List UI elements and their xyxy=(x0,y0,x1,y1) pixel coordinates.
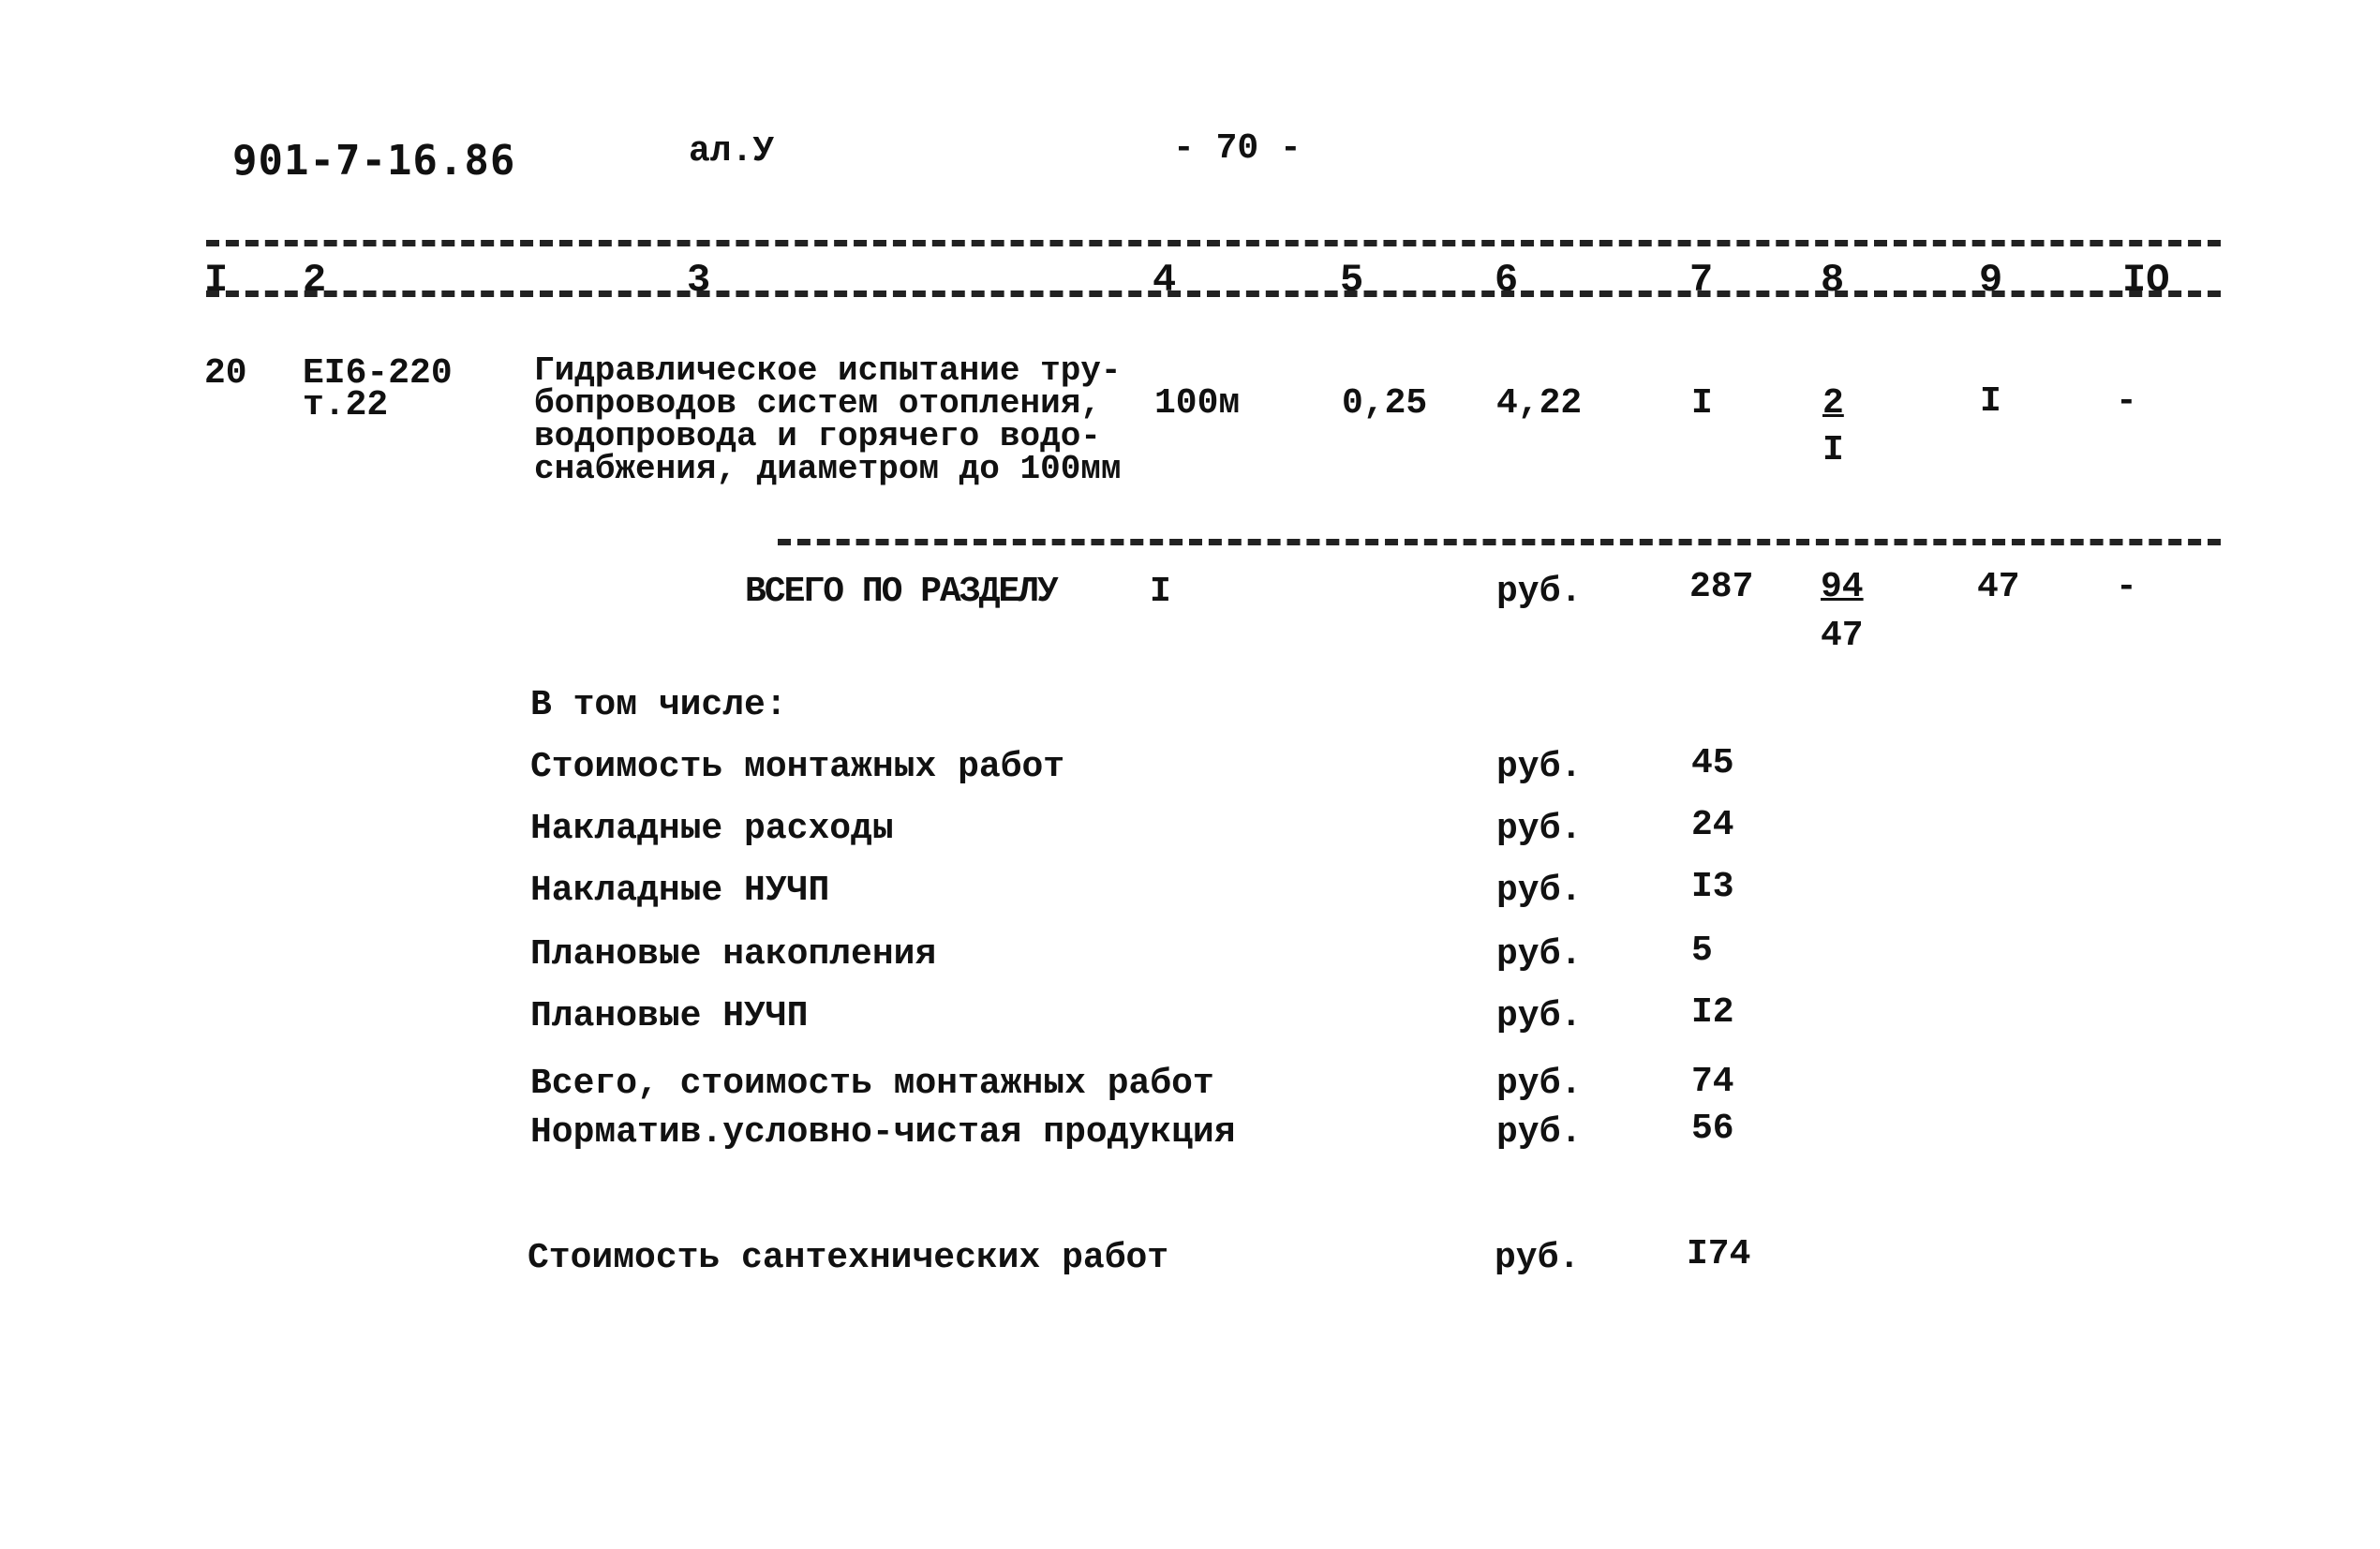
breakdown-value: I2 xyxy=(1691,992,1734,1033)
breakdown-unit: руб. xyxy=(1496,934,1583,975)
breakdown-unit: руб. xyxy=(1496,1112,1583,1153)
breakdown-value: 45 xyxy=(1691,743,1734,783)
breakdown-unit: руб. xyxy=(1496,809,1583,849)
total-label: ВСЕГО ПО РАЗДЕЛУ xyxy=(745,572,1057,612)
total-col9: 47 xyxy=(1977,567,2020,607)
row-code: EI6-220 xyxy=(303,353,453,394)
breakdown-unit: руб. xyxy=(1496,996,1583,1036)
sanitary-unit: руб. xyxy=(1495,1238,1581,1278)
sanitary-label: Стоимость сантехнических работ xyxy=(528,1238,1169,1278)
breakdown-value: I3 xyxy=(1691,867,1734,907)
column-number-7: 7 xyxy=(1689,258,1714,303)
row-cost: I xyxy=(1691,383,1713,424)
document-code: 901-7-16.86 xyxy=(232,137,516,185)
total-col4: I xyxy=(1150,572,1171,612)
including-label: В том числе: xyxy=(530,685,787,725)
breakdown-value: 56 xyxy=(1691,1109,1734,1149)
column-number-2: 2 xyxy=(303,258,327,303)
total-col8-top: 94 xyxy=(1821,567,1864,607)
breakdown-label: Накладные расходы xyxy=(530,809,894,849)
row-code-table: т.22 xyxy=(303,385,389,425)
row-description-line-2: бопроводов систем отопления, xyxy=(534,384,1101,423)
row-col10: - xyxy=(2116,381,2137,422)
breakdown-value: 5 xyxy=(1691,931,1713,971)
sheet-label: ал.У xyxy=(689,131,775,171)
breakdown-label: Плановые накопления xyxy=(530,934,937,975)
row-description-line-3: водопровода и горячего водо- xyxy=(534,417,1101,455)
row-number: 20 xyxy=(204,353,247,394)
breakdown-label: Накладные НУЧП xyxy=(530,871,830,911)
row-col9: I xyxy=(1980,381,2001,422)
row-price: 4,22 xyxy=(1496,383,1583,424)
row-description-line-4: снабжения, диаметром до 100мм xyxy=(534,450,1122,488)
header-bottom-rule xyxy=(206,290,2221,297)
page-number: - 70 - xyxy=(1173,128,1302,169)
total-rule xyxy=(778,539,2221,545)
row-col8-bottom: I xyxy=(1822,430,1844,470)
column-number-5: 5 xyxy=(1340,258,1364,303)
column-number-8: 8 xyxy=(1821,258,1845,303)
header-top-rule xyxy=(206,240,2221,246)
column-number-6: 6 xyxy=(1495,258,1519,303)
breakdown-value: 24 xyxy=(1691,805,1734,845)
breakdown-label: Стоимость монтажных работ xyxy=(530,747,1065,787)
row-unit: 100м xyxy=(1154,383,1241,424)
total-col8-bottom: 47 xyxy=(1821,616,1864,656)
breakdown-label: Плановые НУЧП xyxy=(530,996,809,1036)
row-description-line-1: Гидравлическое испытание тру- xyxy=(534,351,1122,390)
breakdown-label: Всего, стоимость монтажных работ xyxy=(530,1064,1214,1104)
breakdown-unit: руб. xyxy=(1496,871,1583,911)
sanitary-value: I74 xyxy=(1687,1234,1751,1274)
breakdown-unit: руб. xyxy=(1496,747,1583,787)
column-number-10: IO xyxy=(2122,258,2170,303)
total-col7: 287 xyxy=(1689,567,1754,607)
breakdown-value: 74 xyxy=(1691,1062,1734,1102)
breakdown-unit: руб. xyxy=(1496,1064,1583,1104)
total-unit: руб. xyxy=(1496,572,1583,612)
column-number-3: 3 xyxy=(687,258,711,303)
column-number-1: I xyxy=(204,258,229,303)
column-number-9: 9 xyxy=(1979,258,2003,303)
column-number-4: 4 xyxy=(1153,258,1177,303)
row-col8-top: 2 xyxy=(1822,383,1844,424)
breakdown-label: Норматив.условно-чистая продукция xyxy=(530,1112,1236,1153)
total-col10: - xyxy=(2116,567,2137,607)
row-quantity: 0,25 xyxy=(1342,383,1428,424)
